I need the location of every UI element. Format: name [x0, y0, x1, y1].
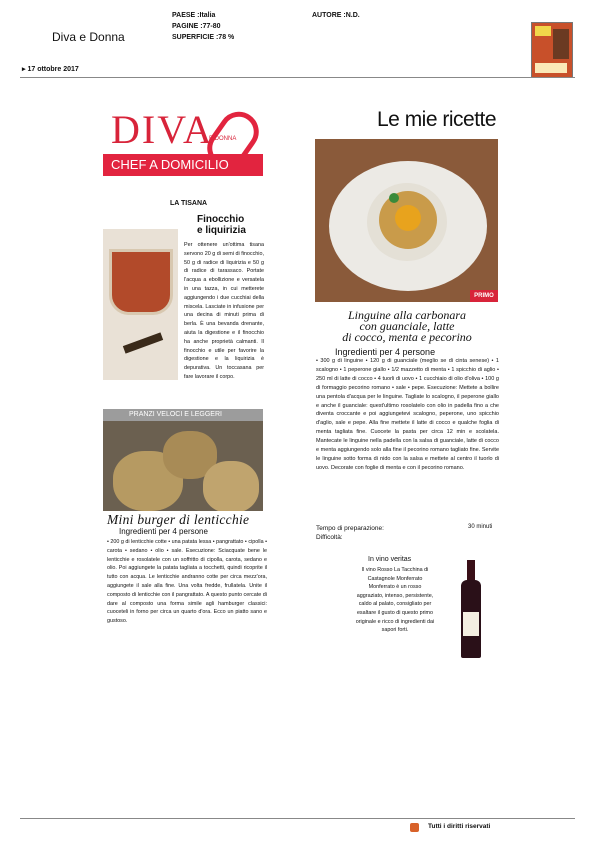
logo-diva-text: DIVA	[111, 107, 214, 152]
main-title-line3: di cocco, menta e pecorino	[342, 330, 472, 344]
header-divider	[20, 77, 575, 78]
issue-date: ▸ 17 ottobre 2017	[22, 66, 79, 73]
difficolta-label: Difficoltà:	[316, 534, 343, 541]
main-recipe-body: • 300 g di linguine • 120 g di guanciale (meglio se di cinta senese) • 1 scalogno • 1 peperone giallo • 1/2 mazzetto di menta • 1 spicchio di aglio • 250 ml di latte di cocco • 4 tuorli di uovo • 1 cucchiaio di olio d'oliva • 100 g di formaggio pecorino romano • sale • pepe. Esecuzione: Mettete a bollire una pentola d'acqua per le linguine. Tagliate lo scalogno, il peperone giallo e anche il guanciale: quest'ultimo rosolatelo con olio in padella fino a che diventa croccante e poi aggiungetevi scalogno, peperone, uno spicchio d'aglio, sale e pepe. Alla fine mettete il latte di cocco e qualche foglia di menta tagliata fine. Cuocete la pasta per circa 12 min e scolatela. Mantecate le linguine nella padella con la salsa di guanciale, latte di cocco e menta aggiungendo solo alla fine il pecorino romano tagliato fine. Servite le linguine sotto forma di nido con la salsa e mettete al centro il tuorlo di uovo. Decorate con foglie di menta e con il pecorino romano.	[316, 358, 499, 471]
autore-label: AUTORE :	[312, 12, 346, 19]
metadata-block	[172, 10, 234, 43]
logo-edonna-text: E DONNA	[209, 136, 237, 142]
burger-body: • 200 g di lenticchie cotte • una patata lessa • pangrattato • cipolla • carota • sedano • olio • sale. Esecuzione: Sciacquate bene le lenticchie e rosolatele con un soffritto di cipolla, carota, sedano e olio. Poi aggiungete la patata tagliata a tocchetti, quindi ricoprite il tutto con acqua. Le lenticchie andranno cotte per circa mezz'ora, aggiungete il sale alla fine. Una volta fredde, frullatela. Unite il composto di lenticchie con il pangrattato. A questo punto cercate di dare al composto una forma simile agli hamburger classici: cuoceteli in forno per circa un quarto d'ora. Ecco un piatto sano e gustoso.	[107, 539, 267, 625]
paese-label: PAESE :	[172, 12, 200, 19]
tisana-title	[197, 214, 246, 236]
footer-divider	[20, 818, 575, 819]
superficie-value: 78 %	[218, 34, 235, 41]
paese-value: Italia	[199, 12, 216, 19]
pranzi-section-bar: PRANZI VELOCI E LEGGERI	[103, 409, 263, 421]
main-ingredients-heading: Ingredienti per 4 persone	[335, 347, 436, 357]
diva-chef-logo	[103, 102, 263, 186]
pagine-value: 77-80	[202, 23, 221, 30]
burger-ingredients-heading: Ingredienti per 4 persone	[119, 527, 208, 536]
main-title-line2: con guanciale, latte	[359, 319, 455, 333]
superficie-label: SUPERFICIE :	[172, 34, 219, 41]
main-title-line1: Linguine alla carbonara	[347, 308, 466, 322]
primo-tag: PRIMO	[470, 290, 498, 302]
author-block	[312, 10, 360, 21]
vino-body: Il vino Rosso La Tacchina di Castagnole Monferrato Monferrato è un rosso aggraziato, intenso, persistente, caldo al palato, consigliato per esaltare il gusto di questo primo originale e ricco di ingredienti dai sapori forti.	[355, 567, 435, 634]
burger-title: Mini burger di lenticchie	[107, 512, 250, 527]
tempo-value: 30 minuti	[468, 524, 493, 530]
tisana-kicker: LA TISANA	[170, 200, 208, 207]
tisana-photo	[103, 229, 178, 380]
vino-heading: In vino veritas	[368, 556, 412, 563]
pagine-label: PAGINE :	[172, 23, 203, 30]
magazine-cover-thumbnail	[531, 22, 573, 78]
copyright-icon	[410, 823, 419, 832]
publication-name: Diva e Donna	[52, 30, 125, 44]
tisana-title-line1: Finocchio	[197, 214, 245, 225]
tempo-block	[316, 524, 384, 542]
main-recipe-title	[316, 310, 498, 343]
carbonara-photo	[315, 139, 498, 302]
section-title: Le mie ricette	[377, 108, 497, 131]
burger-photo	[103, 421, 263, 511]
tisana-title-line2: e liquirizia	[197, 225, 246, 236]
logo-chef-banner: CHEF A DOMICILIO	[103, 154, 263, 176]
tempo-label: Tempo di preparazione:	[316, 525, 384, 532]
tisana-body: Per ottenere un'ottima tisana servono 20 g di semi di finocchio, 50 g di radice di liquirizia e 50 g di radice di tarassaco. Portate l'acqua a ebollizione e versatela in una tazza, in cui metterete aggiungendo i due cucchiai della miscela. Lasciate in infusione per una decina di minuti prima di berla. È una bevanda drenante, aiuta la digestione e il finocchio ha anche proprietà calmanti. Il finocchio e utile per favorire la digestione e la liquirizia è depurativa. Un toccasana per fare lavorare il corpo.	[184, 242, 264, 380]
footer-rights: Tutti i diritti riservati	[428, 823, 491, 830]
autore-value: N.D.	[345, 12, 360, 19]
wine-bottle-image	[461, 560, 481, 658]
